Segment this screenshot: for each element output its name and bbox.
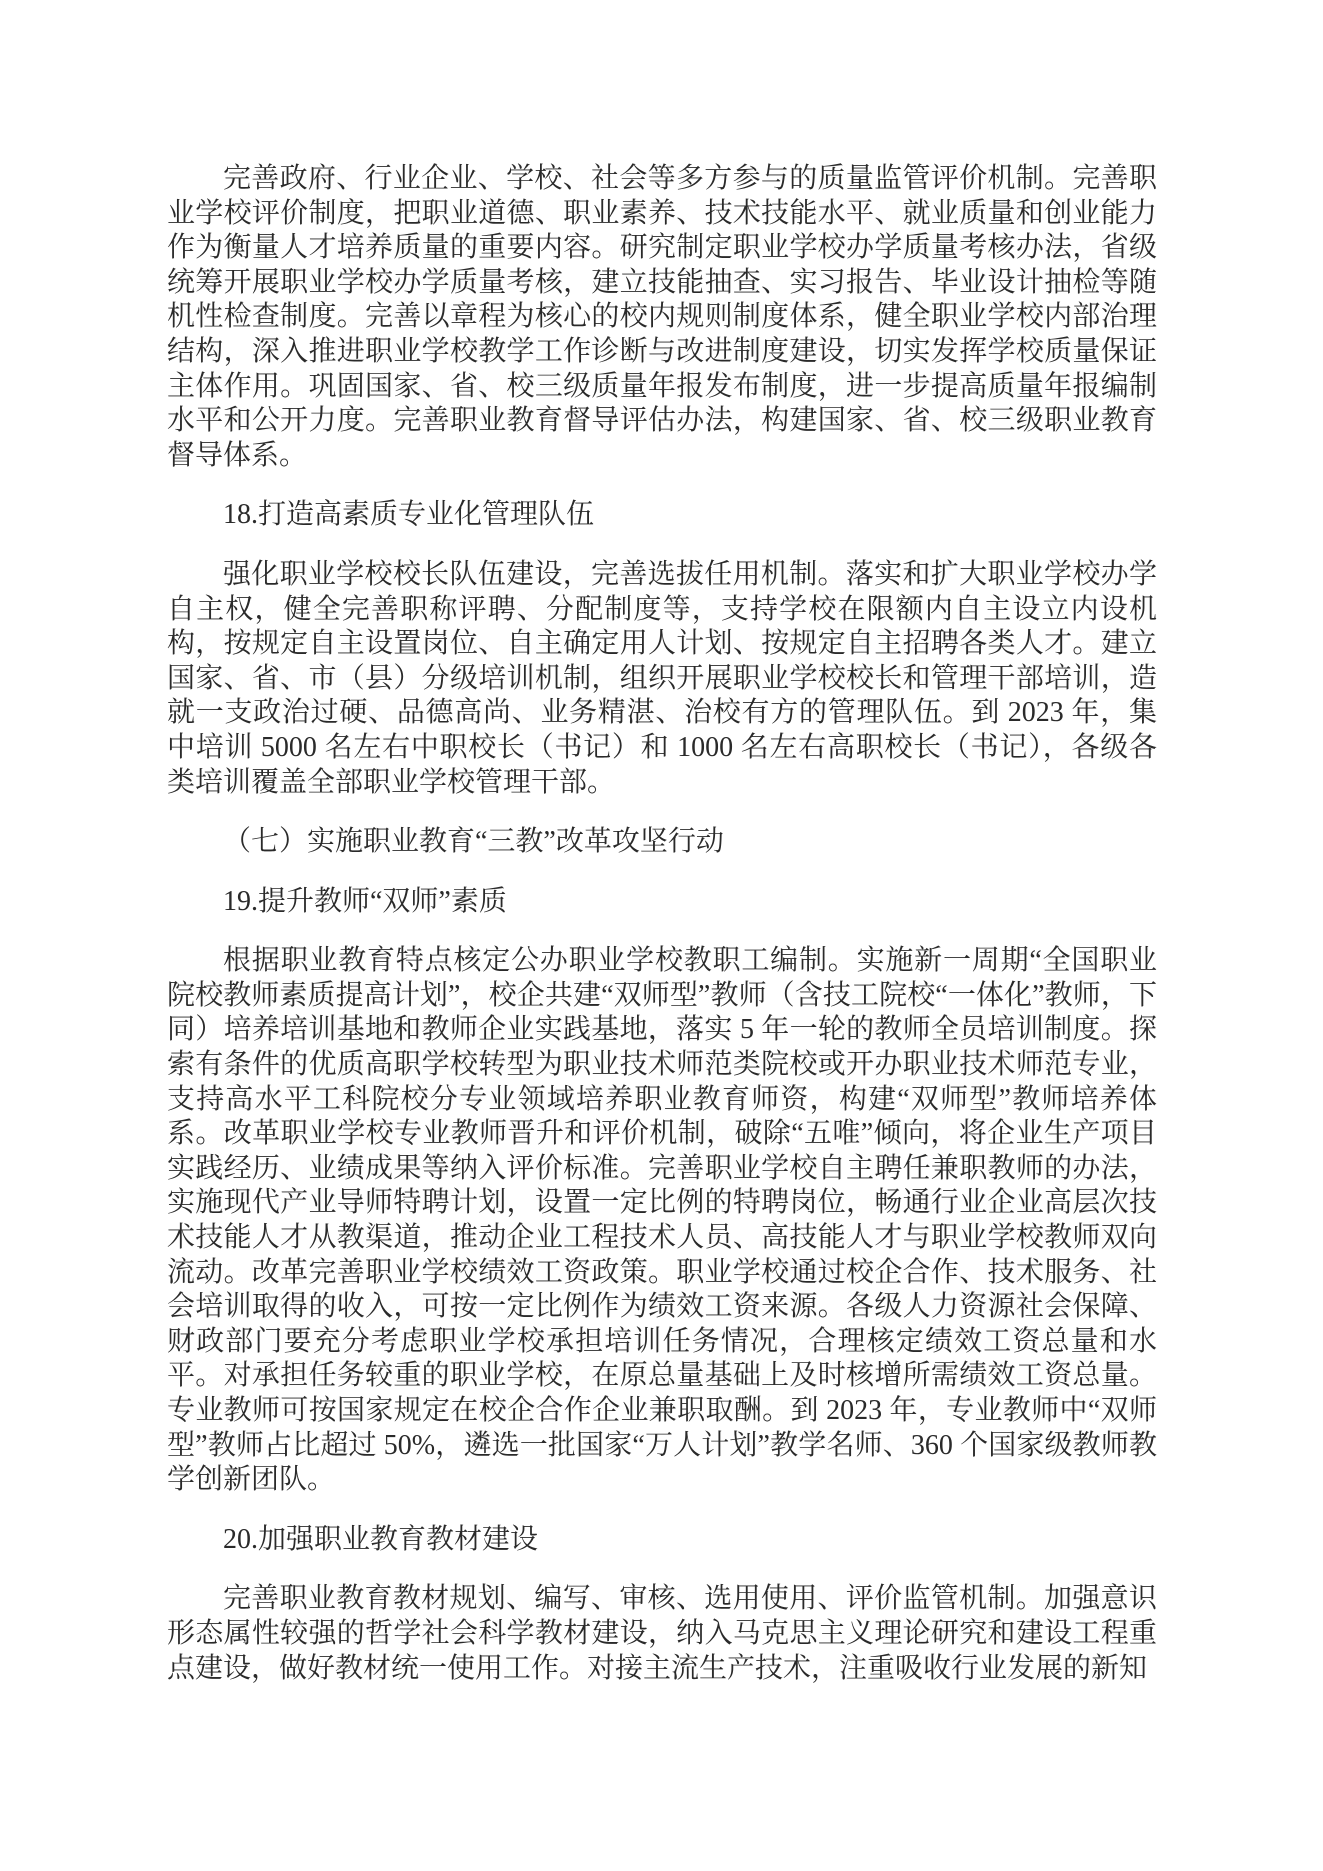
body-paragraph: 强化职业学校校长队伍建设，完善选拔任用机制。落实和扩大职业学校办学自主权，健全完善职称评聘、分配制度等，支持学校在限额内自主设立内设机构，按规定自主设置岗位、自主确定用人计划、按规定自主招聘各类人才。建立国家、省、市（县）分级培训机制，组织开展职业学校校长和管理干部培训，造就一支政治过硬、品德高尚、业务精湛、治校有方的管理队伍。到 2023 年，集中培训 5000 名左右中职校长（书记）和 1000 名左右高职校长（书记），各级各类培训覆盖全部职业学校管理干部。 (167, 558, 1157, 798)
section-heading: 19.提升教师“双师”素质 (223, 885, 507, 917)
section-heading: 18.打造高素质专业化管理队伍 (223, 499, 595, 531)
document-content (167, 162, 1157, 1686)
section-heading: 20.加强职业教育教材建设 (223, 1523, 539, 1555)
section-heading: （七）实施职业教育“三教”改革攻坚行动 (223, 826, 724, 858)
body-paragraph: 完善职业教育教材规划、编写、审核、选用使用、评价监管机制。加强意识形态属性较强的哲学社会科学教材建设，纳入马克思主义理论研究和建设工程重点建设，做好教材统一使用工作。对接主流生产技术，注重吸收行业发展的新知 (167, 1583, 1157, 1684)
body-paragraph: 根据职业教育特点核定公办职业学校教职工编制。实施新一周期“全国职业院校教师素质提高计划”，校企共建“双师型”教师（含技工院校“一体化”教师，下同）培养培训基地和教师企业实践基地，落实 5 年一轮的教师全员培训制度。探索有条件的优质高职学校转型为职业技术师范类院校或开办职业技术师范专业，支持高水平工科院校分专业领域培养职业教育师资，构建“双师型”教师培养体系。改革职业学校专业教师晋升和评价机制，破除“五唯”倾向，将企业生产项目实践经历、业绩成果等纳入评价标准。完善职业学校自主聘任兼职教师的办法，实施现代产业导师特聘计划，设置一定比例的特聘岗位，畅通行业企业高层次技术技能人才从教渠道，推动企业工程技术人员、高技能人才与职业学校教师双向流动。改革完善职业学校绩效工资政策。职业学校通过校企合作、技术服务、社会培训取得的收入，可按一定比例作为绩效工资来源。各级人力资源社会保障、财政部门要充分考虑职业学校承担培训任务情况，合理核定绩效工资总量和水平。对承担任务较重的职业学校，在原总量基础上及时核增所需绩效工资总量。专业教师可按国家规定在校企合作企业兼职取酬。到 2023 年，专业教师中“双师型”教师占比超过 50%，遴选一批国家“万人计划”教学名师、360 个国家级教师教学创新团队。 (167, 945, 1157, 1496)
body-paragraph: 完善政府、行业企业、学校、社会等多方参与的质量监管评价机制。完善职业学校评价制度，把职业道德、职业素养、技术技能水平、就业质量和创业能力作为衡量人才培养质量的重要内容。研究制定职业学校办学质量考核办法，省级统筹开展职业学校办学质量考核，建立技能抽查、实习报告、毕业设计抽检等随机性检查制度。完善以章程为核心的校内规则制度体系，健全职业学校内部治理结构，深入推进职业学校教学工作诊断与改进制度建设，切实发挥学校质量保证主体作用。巩固国家、省、校三级质量年报发布制度，进一步提高质量年报编制水平和公开力度。完善职业教育督导评估办法，构建国家、省、校三级职业教育督导体系。 (167, 163, 1157, 471)
